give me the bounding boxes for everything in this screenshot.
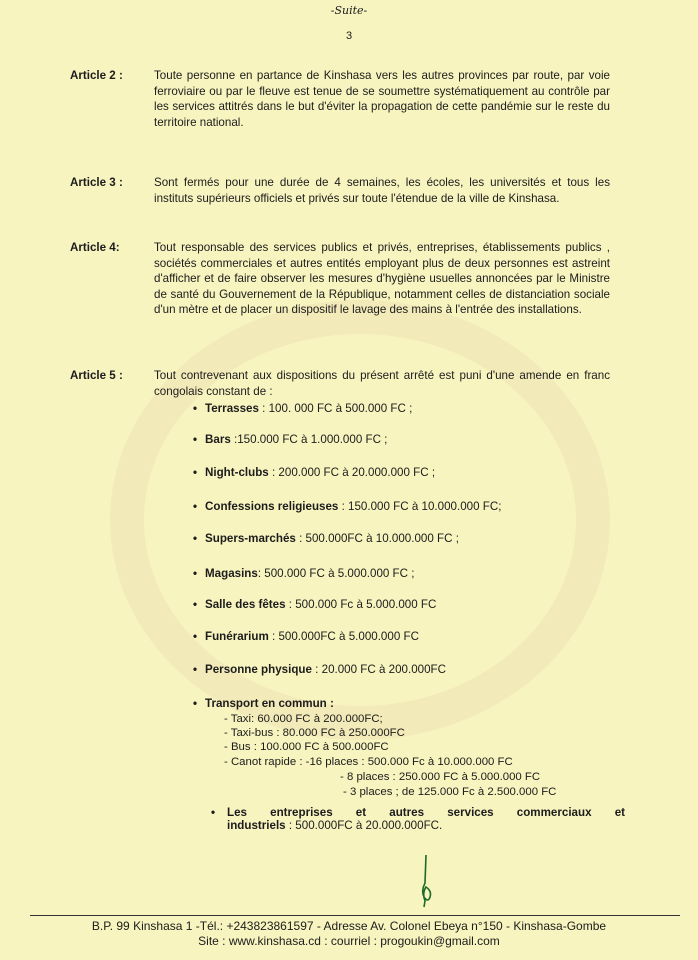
fine-amount: : 500.000 FC à 5.000.000 FC ; (257, 567, 415, 580)
transport-item: - 8 places : 250.000 FC à 5.000.000 FC (340, 771, 541, 783)
list-item: • Transport en commun : (193, 697, 334, 710)
fine-category: Personne physique (205, 663, 312, 676)
fine-category: Night-clubs (205, 466, 269, 479)
fine-amount: : 500.000 Fc à 5.000.000 FC (285, 598, 437, 611)
article-label: Article 2 : (70, 69, 123, 82)
article-text: Tout contrevenant aux dispositions du présent arrêté est puni d'une amende en franc congolais constant de : (154, 369, 610, 398)
fine-amount: : 500.000FC à 5.000.000 FC (268, 630, 419, 643)
footer-address: B.P. 99 Kinshasa 1 -Tél.: +243823861597 - Adresse Av. Colonel Ebeya n°150 - Kinshasa-Gombe (91, 919, 607, 933)
article-text: Tout responsable des services publics et privés, entreprises, établissements publics , sociétés commerciales et autres entités employant plus de deux personnes est astreint d'afficher et de faire observer les mesures d'hygiène usuelles annoncées par le Ministre de santé du Gouvernement de la République, notamment celles de distanciation sociale d'un mètre et de placer un dispositif le lavage des mains à l'entrée des installations. (154, 241, 610, 316)
article-text: Toute personne en partance de Kinshasa vers les autres provinces par route, par voie ferroviaire ou par le fleuve est tenue de se soumettre systématiquement au contrôle par les services attitrés dans le but d'éviter la propagation de cette pandémie sur le reste du territoire national. (154, 69, 610, 129)
fine-amount: : 150.000 FC à 10.000.000 FC; (338, 500, 502, 513)
article-label: Article 5 : (70, 369, 123, 382)
fine-category: Transport en commun : (205, 697, 334, 710)
fine-amount: : 500.000FC à 10.000.000 FC ; (295, 532, 459, 545)
list-item: • Les entreprises et autres services commerciaux et industriels : 500.000FC à 20.000.000FC. (211, 806, 625, 832)
list-item: • Terrasses : 100. 000 FC à 500.000 FC ; (193, 402, 413, 415)
list-item: • Magasins: 500.000 FC à 5.000.000 FC ; (193, 567, 415, 580)
fine-category: Magasins (205, 567, 258, 580)
fine-amount: : 20.000 FC à 200.000FC (311, 663, 447, 676)
transport-item: - 3 places ; de 125.000 Fc à 2.500.000 FC (343, 786, 557, 798)
transport-item: - Taxi: 60.000 FC à 200.000FC; (224, 713, 383, 725)
fine-amount: :150.000 FC à 1.000.000 FC ; (230, 433, 388, 446)
footer-contact: Site : www.kinshasa.cd : courriel : progoukin@gmail.com (198, 934, 500, 948)
transport-item: - Canot rapide : -16 places : 500.000 Fc à 10.000.000 FC (224, 756, 513, 768)
list-item: • Bars :150.000 FC à 1.000.000 FC ; (193, 433, 388, 446)
page-number: 3 (345, 30, 353, 42)
list-item: • Salle des fêtes : 500.000 Fc à 5.000.000 FC (193, 598, 437, 611)
article-label: Article 4: (70, 241, 120, 254)
fine-category-cont: industriels (227, 819, 286, 832)
article-4 (70, 240, 610, 318)
fine-category: Supers-marchés (205, 532, 296, 545)
list-item: • Night-clubs : 200.000 FC à 20.000.000 FC ; (193, 466, 436, 479)
transport-item: - Taxi-bus : 80.000 FC à 250.000FC (224, 727, 405, 739)
fine-amount: : 200.000 FC à 20.000.000 FC ; (268, 466, 436, 479)
fine-category: Les entreprises et autres services commerciaux et (227, 806, 625, 819)
fine-category: Confessions religieuses (205, 500, 339, 513)
article-5 (70, 368, 610, 399)
article-label: Article 3 : (70, 176, 123, 189)
list-item: • Personne physique : 20.000 FC à 200.000FC (193, 663, 447, 676)
footer-divider (30, 915, 680, 916)
list-item: • Confessions religieuses : 150.000 FC à 10.000.000 FC; (193, 500, 502, 513)
article-3 (70, 175, 610, 206)
article-text: Sont fermés pour une durée de 4 semaines, les écoles, les universités et tous les instituts supérieurs officiels et privés sur toute l'étendue de la ville de Kinshasa. (154, 176, 610, 205)
fine-category: Funérarium (205, 630, 269, 643)
transport-item: - Bus : 100.000 FC à 500.000FC (224, 741, 389, 753)
list-item: • Supers-marchés : 500.000FC à 10.000.000 FC ; (193, 532, 459, 545)
fine-amount: : 500.000FC à 20.000.000FC. (285, 819, 443, 832)
fine-amount: : 100. 000 FC à 500.000 FC ; (258, 402, 413, 415)
header-suite: -Suite- (330, 4, 368, 17)
fine-category: Salle des fêtes (205, 598, 286, 611)
list-item: • Funérarium : 500.000FC à 5.000.000 FC (193, 630, 419, 643)
fine-category: Terrasses (205, 402, 259, 415)
fine-category: Bars (205, 433, 231, 446)
signature-icon (412, 853, 442, 908)
article-2 (70, 68, 610, 130)
